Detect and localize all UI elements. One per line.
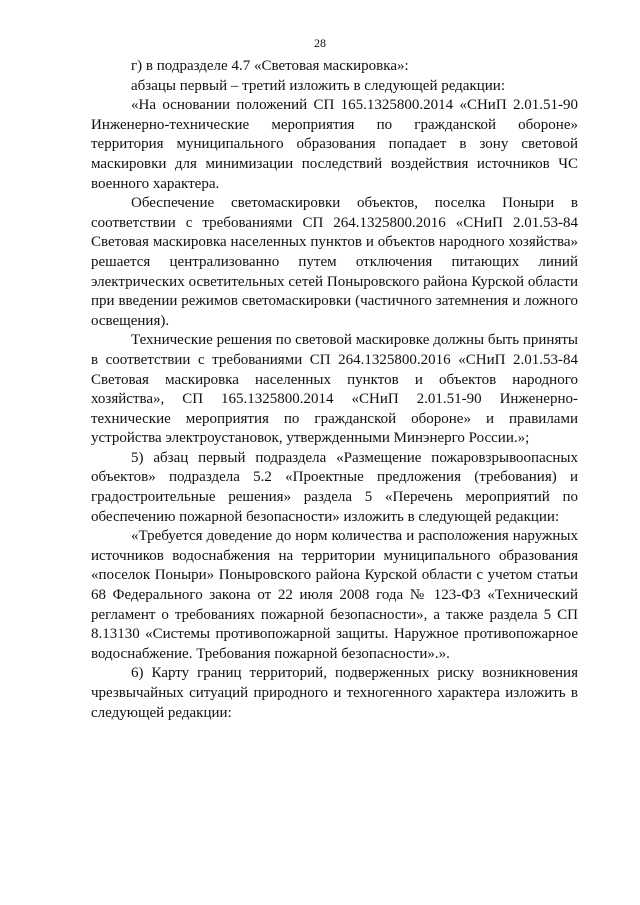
paragraph-light-masking-provision: Обеспечение светомаскировки объектов, поселка Поныри в соответствии с требованиями СП 264.1325800.2016 «СНиП 2.01.53-84 Световая маскировка населенных пунктов и объектов народного хозяйства» решается централизованно путем отключения питающих линий электрических осветительных сетей Поныровского района Курской области при введении режимов светомаскировки (частичного затемнения и ложного освещения). xyxy=(91,195,578,329)
paragraph-item-5: 5) абзац первый подраздела «Размещение пожаровзрывоопасных объектов» подраздела 5.2 «Проектные предложения (требования) и градостроительные решения» раздела 5 «Перечень мероприятий по обеспечению пожарной безопасности» изложить в следующей редакции: xyxy=(91,449,578,525)
paragraph-subsection-g: г) в подразделе 4.7 «Световая маскировка»: xyxy=(131,58,409,74)
paragraph-technical-solutions: Технические решения по световой маскировке должны быть приняты в соответствии с требованиями СП 264.1325800.2016 «СНиП 2.01.53-84 Световая маскировка населенных пунктов и объектов народного хозяйства», СП 165.1325800.2014 «СНиП 2.01.51-90 Инженерно-технические мероприятия по гражданской обороне» и правилами устройства электроустановок, утвержденными Минэнерго России.»; xyxy=(91,332,578,447)
paragraph-water-supply: «Требуется доведение до норм количества и расположения наружных источников водоснабжения на территории муниципального образования «поселок Поныри» Поныровского района Курской области с учетом статьи 68 Федерального закона от 22 июля 2008 года № 123-ФЗ «Технический регламент о требованиях пожарной безопасности», а также раздела 5 СП 8.13130 «Системы противопожарной защиты. Наружное противопожарное водоснабжение. Требования пожарной безопасности».». xyxy=(91,528,578,662)
paragraph-item-6: 6) Карту границ территорий, подверженных риску возникновения чрезвычайных ситуаций природного и техногенного характера изложить в следующей редакции: xyxy=(91,665,578,721)
document-body xyxy=(91,57,578,723)
paragraph-light-masking-zone: «На основании положений СП 165.1325800.2014 «СНиП 2.01.51-90 Инженерно-технические мероприятия по гражданской обороне» территория муниципального образования попадает в зону световой маскировки для минимизации последствий воздействия источников ЧС военного характера. xyxy=(91,97,578,192)
paragraph-edit-instruction: абзацы первый – третий изложить в следующей редакции: xyxy=(131,77,506,94)
page-number: 28 xyxy=(314,36,326,50)
